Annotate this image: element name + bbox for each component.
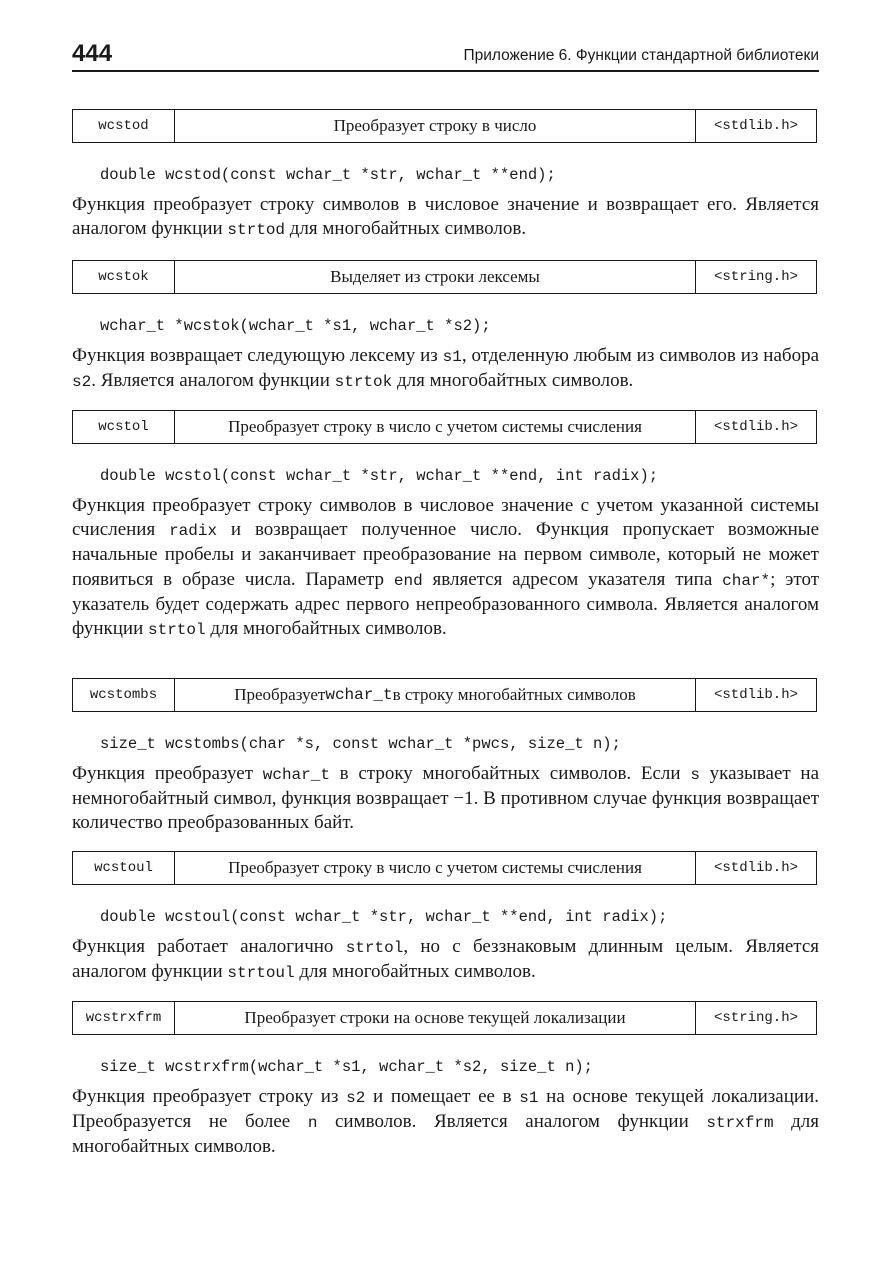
text-run: в строку многобайтных символов <box>392 685 636 704</box>
function-description <box>72 935 819 985</box>
code-term: s1 <box>442 348 462 366</box>
code-term: wchar_t <box>325 686 393 704</box>
header-file: <stdlib.h> <box>713 687 798 703</box>
header-file: <stdlib.h> <box>713 118 798 134</box>
function-summary-table <box>72 109 817 143</box>
text-run: ; этот указатель будет содержать адрес первого непреобразованного символа. Является аналогом функции <box>72 568 819 640</box>
function-prototype: double wcstoul(const wchar_t *str, wchar_t **end, int radix); <box>100 908 668 926</box>
code-term: strtoul <box>227 964 295 983</box>
code-term: s2 <box>346 1089 366 1107</box>
entry-wcstoul <box>72 851 819 985</box>
code-term: s <box>690 766 700 784</box>
function-name: wcstoul <box>73 852 175 884</box>
entry-wcstod <box>72 109 819 242</box>
function-name: wcstol <box>73 411 175 443</box>
function-summary-table <box>72 410 817 444</box>
text-run: и возвращает полученное число. Функция пропускает возможные начальные пробелы и заканчивает преобразование на первом символе, который не может появиться в образе числа. Параметр <box>72 519 820 590</box>
text-run: является адресом указателя типа <box>422 568 723 590</box>
function-summary: Преобразует строку в число с учетом системы счисления <box>175 411 696 443</box>
text-run: для многобайтных символов. <box>72 1111 819 1158</box>
text-run: Функция преобразует строку из <box>72 1086 347 1107</box>
function-prototype: wchar_t *wcstok(wchar_t *s1, wchar_t *s2); <box>100 317 491 335</box>
code-term: s2 <box>72 373 92 392</box>
function-summary-table <box>72 851 817 885</box>
function-summary: Преобразует строки на основе текущей локализации <box>175 1002 696 1034</box>
function-summary <box>175 679 696 711</box>
function-prototype: double wcstod(const wchar_t *str, wchar_t **end); <box>100 166 556 184</box>
code-term: radix <box>169 522 218 541</box>
function-description <box>72 344 819 394</box>
function-summary-table <box>72 260 817 294</box>
code-term: strtol <box>148 621 206 640</box>
code-term: strxfrm <box>706 1114 774 1133</box>
function-summary: Преобразует строку в число с учетом системы счисления <box>175 852 696 884</box>
text-run: символов. Является аналогом функции <box>317 1111 707 1133</box>
page-header <box>72 40 819 72</box>
header-file: <stdlib.h> <box>713 419 798 435</box>
entry-wcstrxfrm <box>72 1001 819 1160</box>
text-run: для многобайтных символов. <box>205 618 447 640</box>
text-run: , но с беззнаковым длинным целым. Является аналогом функции <box>72 936 820 983</box>
text-run: Преобразует <box>234 685 326 704</box>
code-term: wchar_t <box>262 766 330 784</box>
function-name: wcstod <box>73 110 175 142</box>
function-description <box>72 494 819 642</box>
code-term: strtok <box>334 373 393 392</box>
text-run: Функция преобразует строку символов в числовое значение с учетом указанной системы счисления <box>72 495 819 541</box>
text-run: для многобайтных символов. <box>285 218 527 240</box>
code-term: end <box>393 571 423 590</box>
text-run: и помещает ее в <box>365 1086 520 1107</box>
text-run: Функция преобразует <box>72 763 263 784</box>
function-name: wcstok <box>73 261 175 293</box>
running-title: Приложение 6. Функции стандартной библиотеки <box>463 47 819 64</box>
code-term: s1 <box>519 1089 539 1107</box>
entry-wcstol <box>72 410 819 642</box>
header-file: <stdlib.h> <box>713 860 798 876</box>
text-run: для многобайтных символов. <box>294 961 536 983</box>
function-summary: Преобразует строку в число <box>175 110 696 142</box>
page-number: 444 <box>72 40 113 67</box>
function-summary-table <box>72 678 817 712</box>
code-term: strtod <box>227 221 286 240</box>
text-run: . Является аналогом функции <box>91 370 335 392</box>
function-description <box>72 193 819 242</box>
function-prototype: double wcstol(const wchar_t *str, wchar_t **end, int radix); <box>100 467 659 485</box>
text-run: Функция возвращает следующую лексему из <box>72 345 443 366</box>
text-run: Функция преобразует строку символов в числовое значение и возвращает его. Является аналогом функции <box>72 194 819 240</box>
function-name: wcstrxfrm <box>73 1002 175 1034</box>
function-summary: Выделяет из строки лексемы <box>175 261 696 293</box>
text-run: в строку многобайтных символов. Если <box>329 763 691 784</box>
function-description <box>72 762 819 836</box>
function-prototype: size_t wcstrxfrm(wchar_t *s1, wchar_t *s2, size_t n); <box>100 1058 593 1076</box>
header-file: <string.h> <box>713 269 798 285</box>
function-summary-table <box>72 1001 817 1035</box>
header-file: <string.h> <box>713 1010 798 1026</box>
text-run: , отделенную любым из символов из набора <box>461 345 819 366</box>
text-run: указывает на немногобайтный символ, функция возвращает −1. В противном случае функция возвращает количество преобразованных байт. <box>72 763 820 834</box>
text-run: Функция работает аналогично <box>72 936 346 957</box>
text-run: на основе текущей локализации. Преобразуется не более <box>72 1086 819 1133</box>
text-run: для многобайтных символов. <box>392 370 634 392</box>
code-term: n <box>307 1114 318 1133</box>
code-term: char* <box>722 571 771 590</box>
entry-wcstok <box>72 260 819 394</box>
function-prototype: size_t wcstombs(char *s, const wchar_t *pwcs, size_t n); <box>100 735 621 753</box>
code-term: strtol <box>345 939 404 957</box>
function-name: wcstombs <box>73 679 175 711</box>
entry-wcstombs <box>72 678 819 836</box>
function-description <box>72 1085 819 1160</box>
